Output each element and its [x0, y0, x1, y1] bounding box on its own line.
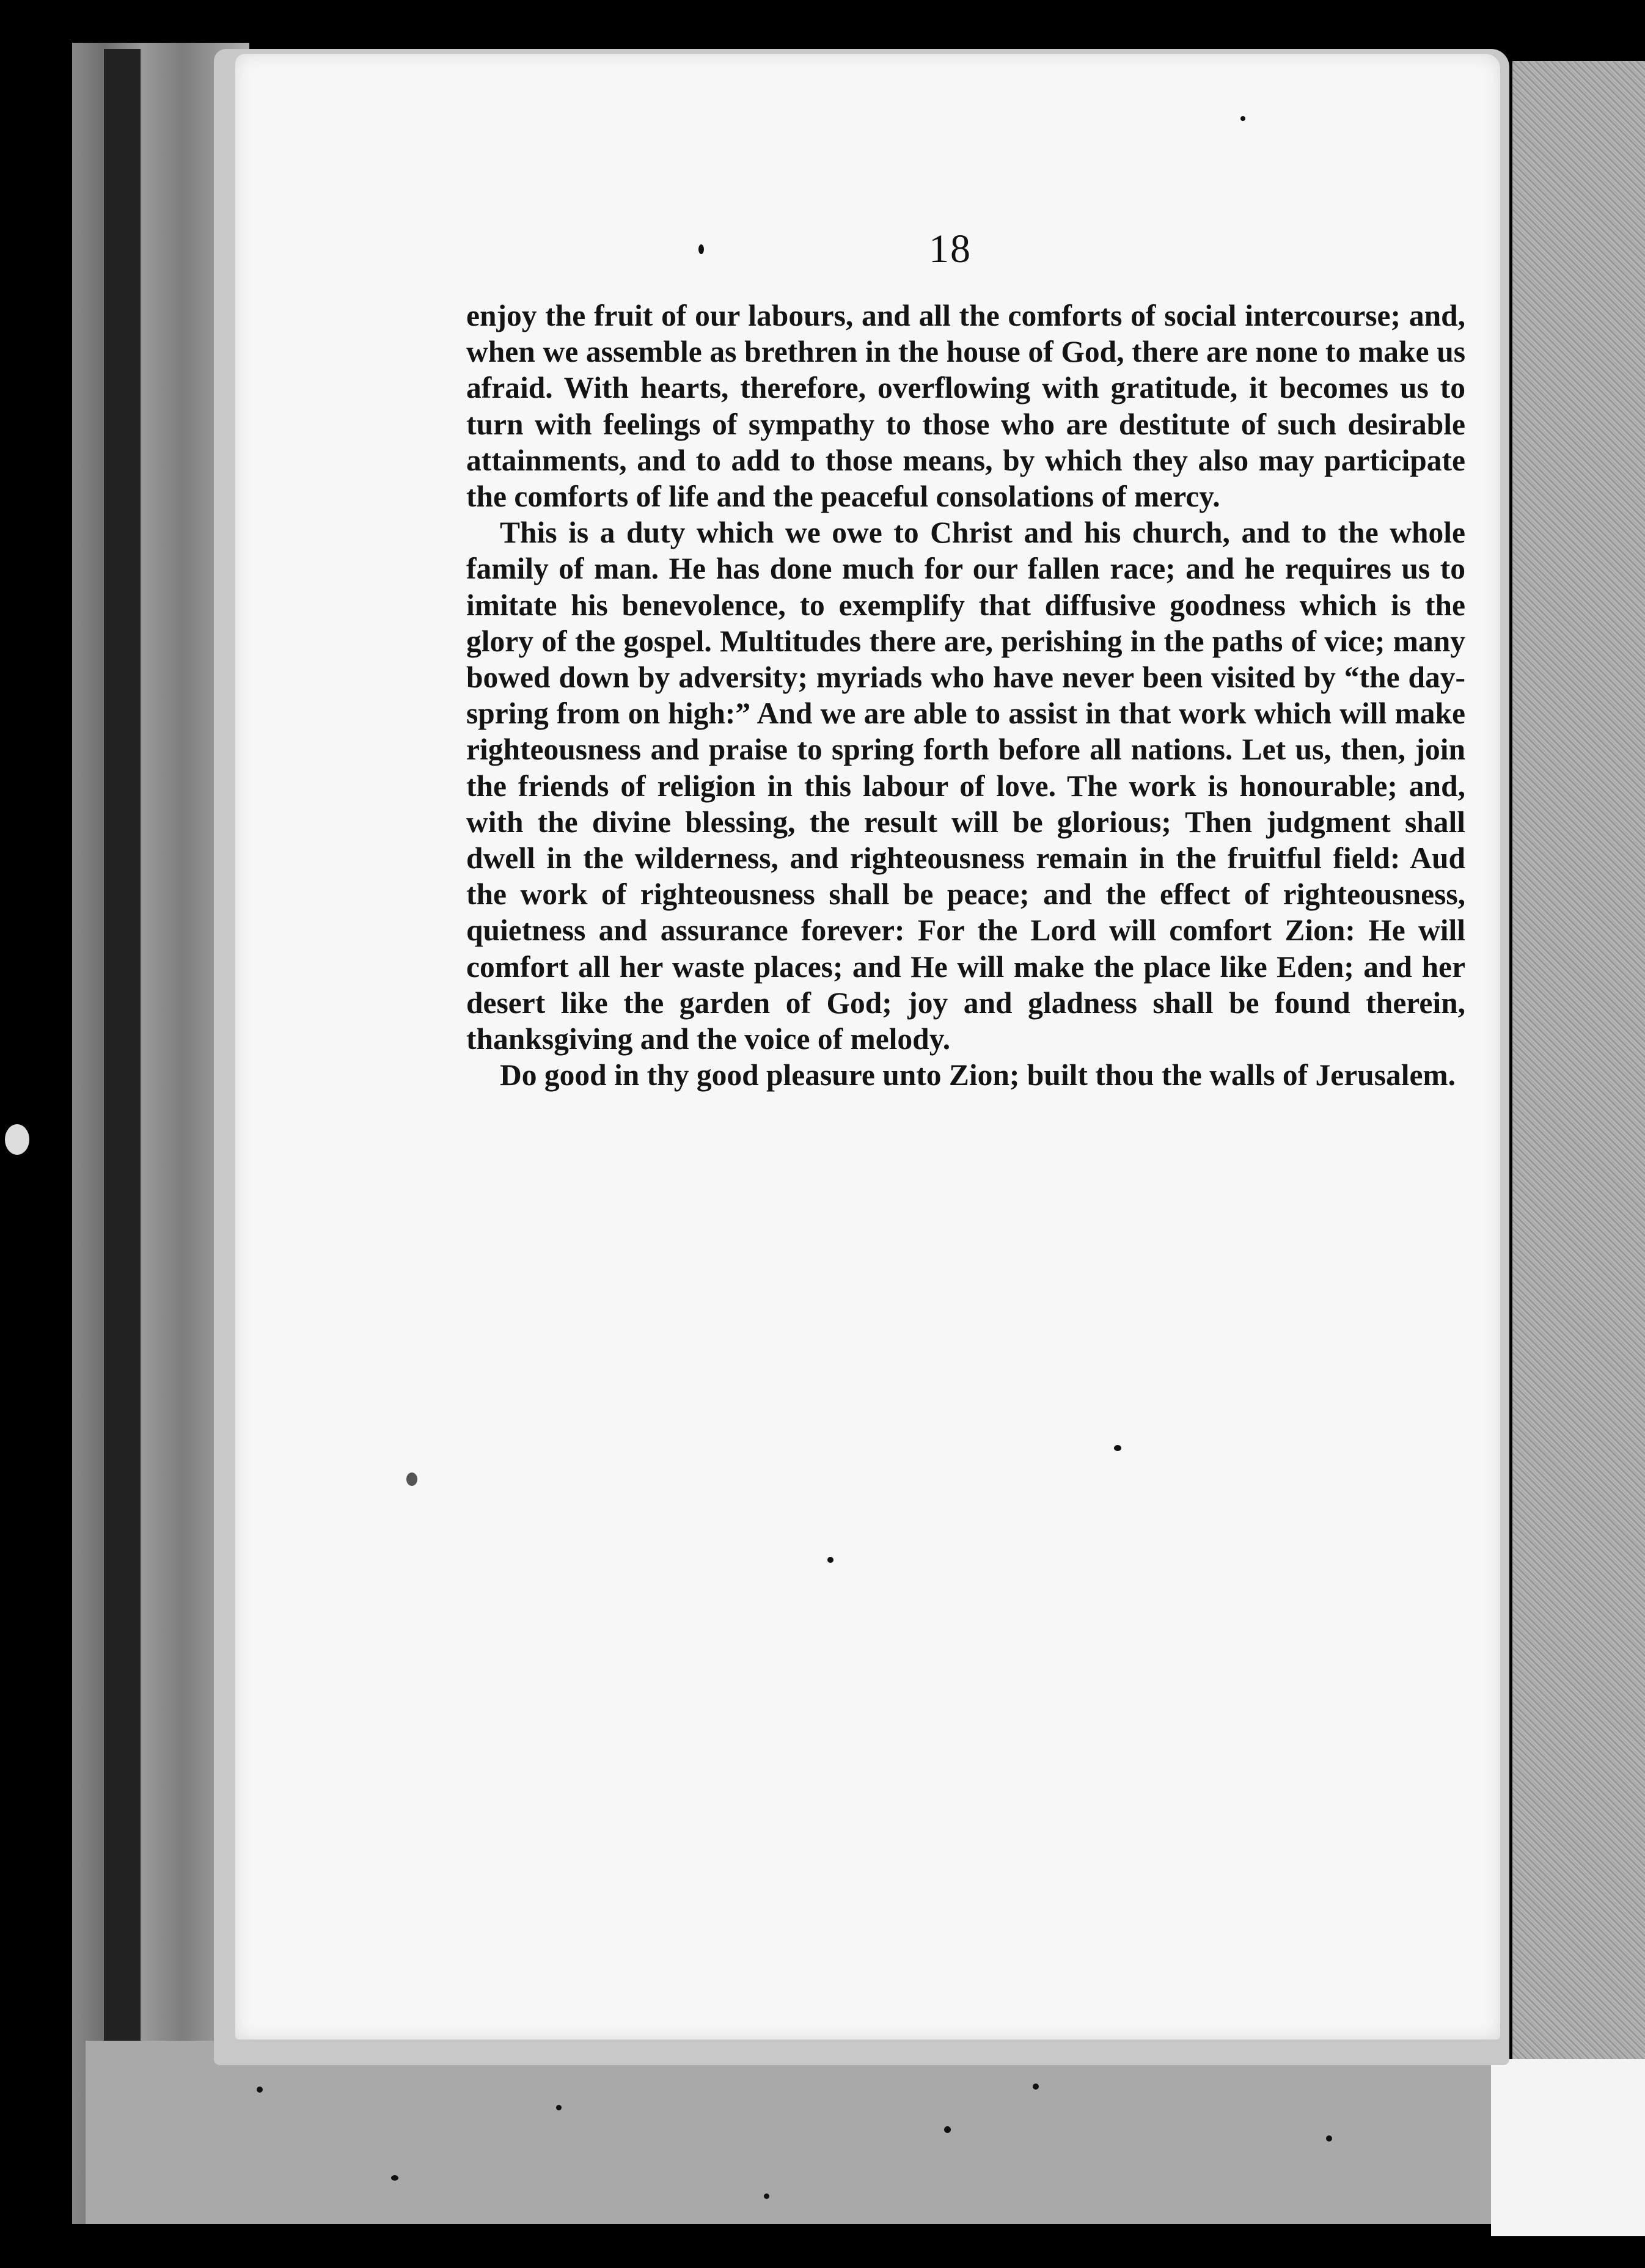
scan-speck	[5, 1124, 29, 1155]
bottom-board-edge	[86, 2041, 1503, 2224]
scan-speck	[406, 1472, 417, 1486]
body-text	[466, 298, 1465, 1093]
paragraph-2: This is a duty which we owe to Christ and his church, and to the whole family of man. He has done much for our fallen race; and he requires us to imitate his benevolence, to exemplify that diffusive goodness which is the glory of the gospel. Multitudes there are, perishing in the paths of vice; many bowed down by adversity; myriads who have never been visited by “the day-spring from on high:” And we are able to assist in that work which will make righteousness and praise to spring forth before all nations. Let us, then, join the friends of religion in this labour of love. The work is honourable; and, with the divine blessing, the result will be glorious; Then judgment shall dwell in the wilderness, and righteousness remain in the fruitful field: Aud the work of righteousness shall be peace; and the effect of righteousness, quietness and assurance forever: For the Lord will comfort Zion: He will comfort all her waste places; and He will make the place like Eden; and her desert like the garden of God; joy and gladness shall be found therein, thanksgiving and the voice of melody.	[466, 516, 1465, 1056]
book-spine-shadow	[104, 49, 141, 2218]
scan-speck	[1033, 2083, 1039, 2090]
scan-speck	[827, 1557, 833, 1563]
scan-speck	[556, 2105, 562, 2110]
scan-speck	[698, 244, 704, 254]
paragraph-3: Do good in thy good pleasure unto Zion; built thou the walls of Jerusalem.	[500, 1058, 1456, 1092]
scan-speck	[1114, 1445, 1121, 1451]
facing-page-corner	[1491, 2059, 1645, 2236]
scan-speck	[257, 2087, 263, 2093]
scan-speck	[1326, 2135, 1332, 2142]
scan-speck	[944, 2126, 951, 2133]
scan-speck	[764, 2193, 769, 2199]
scan-speck	[391, 2175, 398, 2181]
facing-page-texture	[1512, 61, 1645, 2065]
page-number: 18	[929, 227, 972, 271]
paragraph-1: enjoy the fruit of our labours, and all the comforts of social intercourse; and, when we assemble as brethren in the house of God, there are none to make us afraid. With hearts, therefore, overflowing with gratitude, it becomes us to turn with feelings of sympathy to those who are destitute of such desirable attainments, and to add to those means, by which they also may participate the comforts of life and the peaceful consolations of mercy.	[466, 299, 1465, 514]
scan-speck	[1240, 116, 1245, 121]
